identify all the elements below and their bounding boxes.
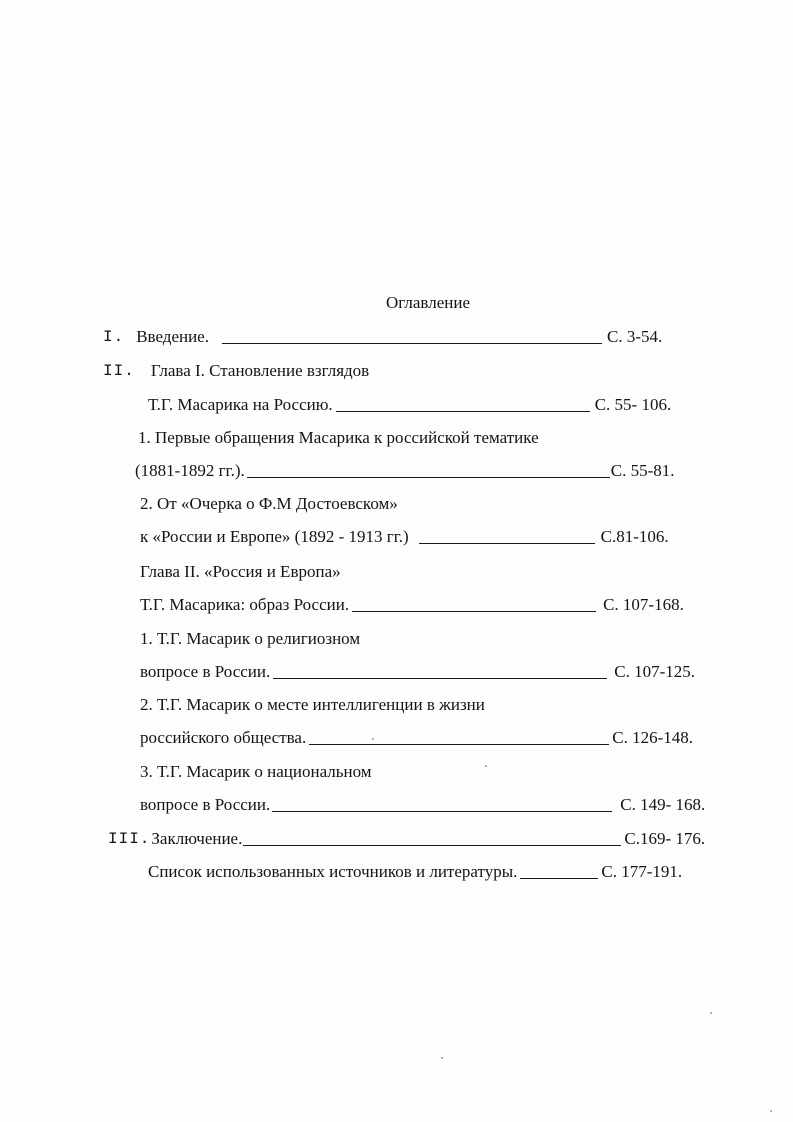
toc-entry-page: С. 3-54.: [606, 327, 663, 346]
scan-speck: [770, 1110, 772, 1112]
toc-entry-chapter-1-cont: [148, 393, 671, 417]
toc-entry-section-2-2: [140, 693, 485, 717]
toc-leader-line: [419, 543, 595, 544]
toc-entry-text: Т.Г. Масарика: образ России.: [140, 595, 350, 614]
toc-entry-conclusion: [108, 827, 705, 851]
toc-entry-text: вопросе в России.: [140, 795, 271, 814]
toc-entry-text: Список использованных источников и литературы.: [148, 862, 518, 881]
toc-entry-text: Т.Г. Масарика на Россию.: [148, 395, 333, 414]
toc-entry-introduction: [103, 325, 662, 349]
toc-entry-text: Введение.: [136, 327, 209, 346]
toc-entry-chapter-1: [103, 359, 369, 383]
toc-entry-page: С. 55-81.: [610, 461, 675, 480]
toc-entry-page: С. 149- 168.: [620, 795, 706, 814]
toc-entry-page: С. 55- 106.: [594, 395, 672, 414]
scan-speck: [485, 765, 487, 767]
toc-entry-text: к «России и Европе» (1892 - 1913 гг.): [140, 527, 409, 546]
toc-entry-page: С. 177-191.: [601, 862, 683, 881]
toc-entry-page: С.81-106.: [600, 527, 669, 546]
toc-entry-section-2-1: [140, 627, 360, 651]
toc-entry-section-1-2-cont: [140, 525, 669, 549]
toc-leader-line: [247, 477, 610, 478]
toc-leader-line: [336, 411, 590, 412]
toc-entry-page: С.169- 176.: [624, 829, 706, 848]
toc-entry-text: 1. Первые обращения Масарика к российской тематике: [138, 428, 539, 447]
toc-leader-line: [309, 744, 609, 745]
toc-entry-text: 2. От «Очерка о Ф.М Достоевском»: [140, 494, 398, 513]
toc-entry-text: (1881-1892 гг.).: [135, 461, 245, 480]
toc-entry-bibliography: [148, 860, 682, 884]
scan-speck: [441, 1057, 443, 1059]
toc-entry-page: С. 126-148.: [612, 728, 693, 747]
toc-title: Оглавление: [386, 293, 470, 312]
toc-leader-line: [273, 678, 607, 679]
toc-entry-text: Глава I. Становление взглядов: [150, 361, 370, 380]
toc-leader-line: [520, 878, 598, 879]
toc-entry-text: российского общества.: [140, 728, 307, 747]
toc-entry-section-1-1: [138, 426, 539, 450]
scan-speck: [710, 1012, 712, 1014]
toc-entry-section-2-2-cont: [140, 726, 693, 750]
toc-entry-section-1-1-cont: [135, 459, 675, 483]
toc-entry-section-1-2: [140, 492, 398, 516]
toc-entry-page: С. 107-168.: [603, 595, 684, 614]
toc-entry-chapter-2: [140, 560, 341, 584]
toc-entry-number: II.: [103, 362, 135, 380]
toc-entry-number: III.: [108, 830, 151, 848]
toc-entry-text: вопросе в России.: [140, 662, 271, 681]
toc-entry-text: Заключение.: [151, 829, 243, 848]
toc-entry-page: С. 107-125.: [614, 662, 695, 681]
scan-speck: [372, 738, 374, 740]
toc-leader-line: [352, 611, 596, 612]
toc-entry-section-2-3-cont: [140, 793, 705, 817]
toc-entry-text: 2. Т.Г. Масарик о месте интеллигенции в жизни: [140, 695, 485, 714]
toc-entry-chapter-2-cont: [140, 593, 684, 617]
toc-leader-line: [243, 845, 621, 846]
toc-entry-text: 3. Т.Г. Масарик о национальном: [140, 762, 372, 781]
toc-entry-text: 1. Т.Г. Масарик о религиозном: [140, 629, 361, 648]
toc-entry-section-2-3: [140, 760, 372, 784]
toc-leader-line: [222, 343, 602, 344]
toc-entry-number: I.: [103, 328, 125, 346]
toc-entry-text: Глава II. «Россия и Европа»: [140, 562, 341, 581]
toc-entry-section-2-1-cont: [140, 660, 695, 684]
toc-leader-line: [272, 811, 612, 812]
